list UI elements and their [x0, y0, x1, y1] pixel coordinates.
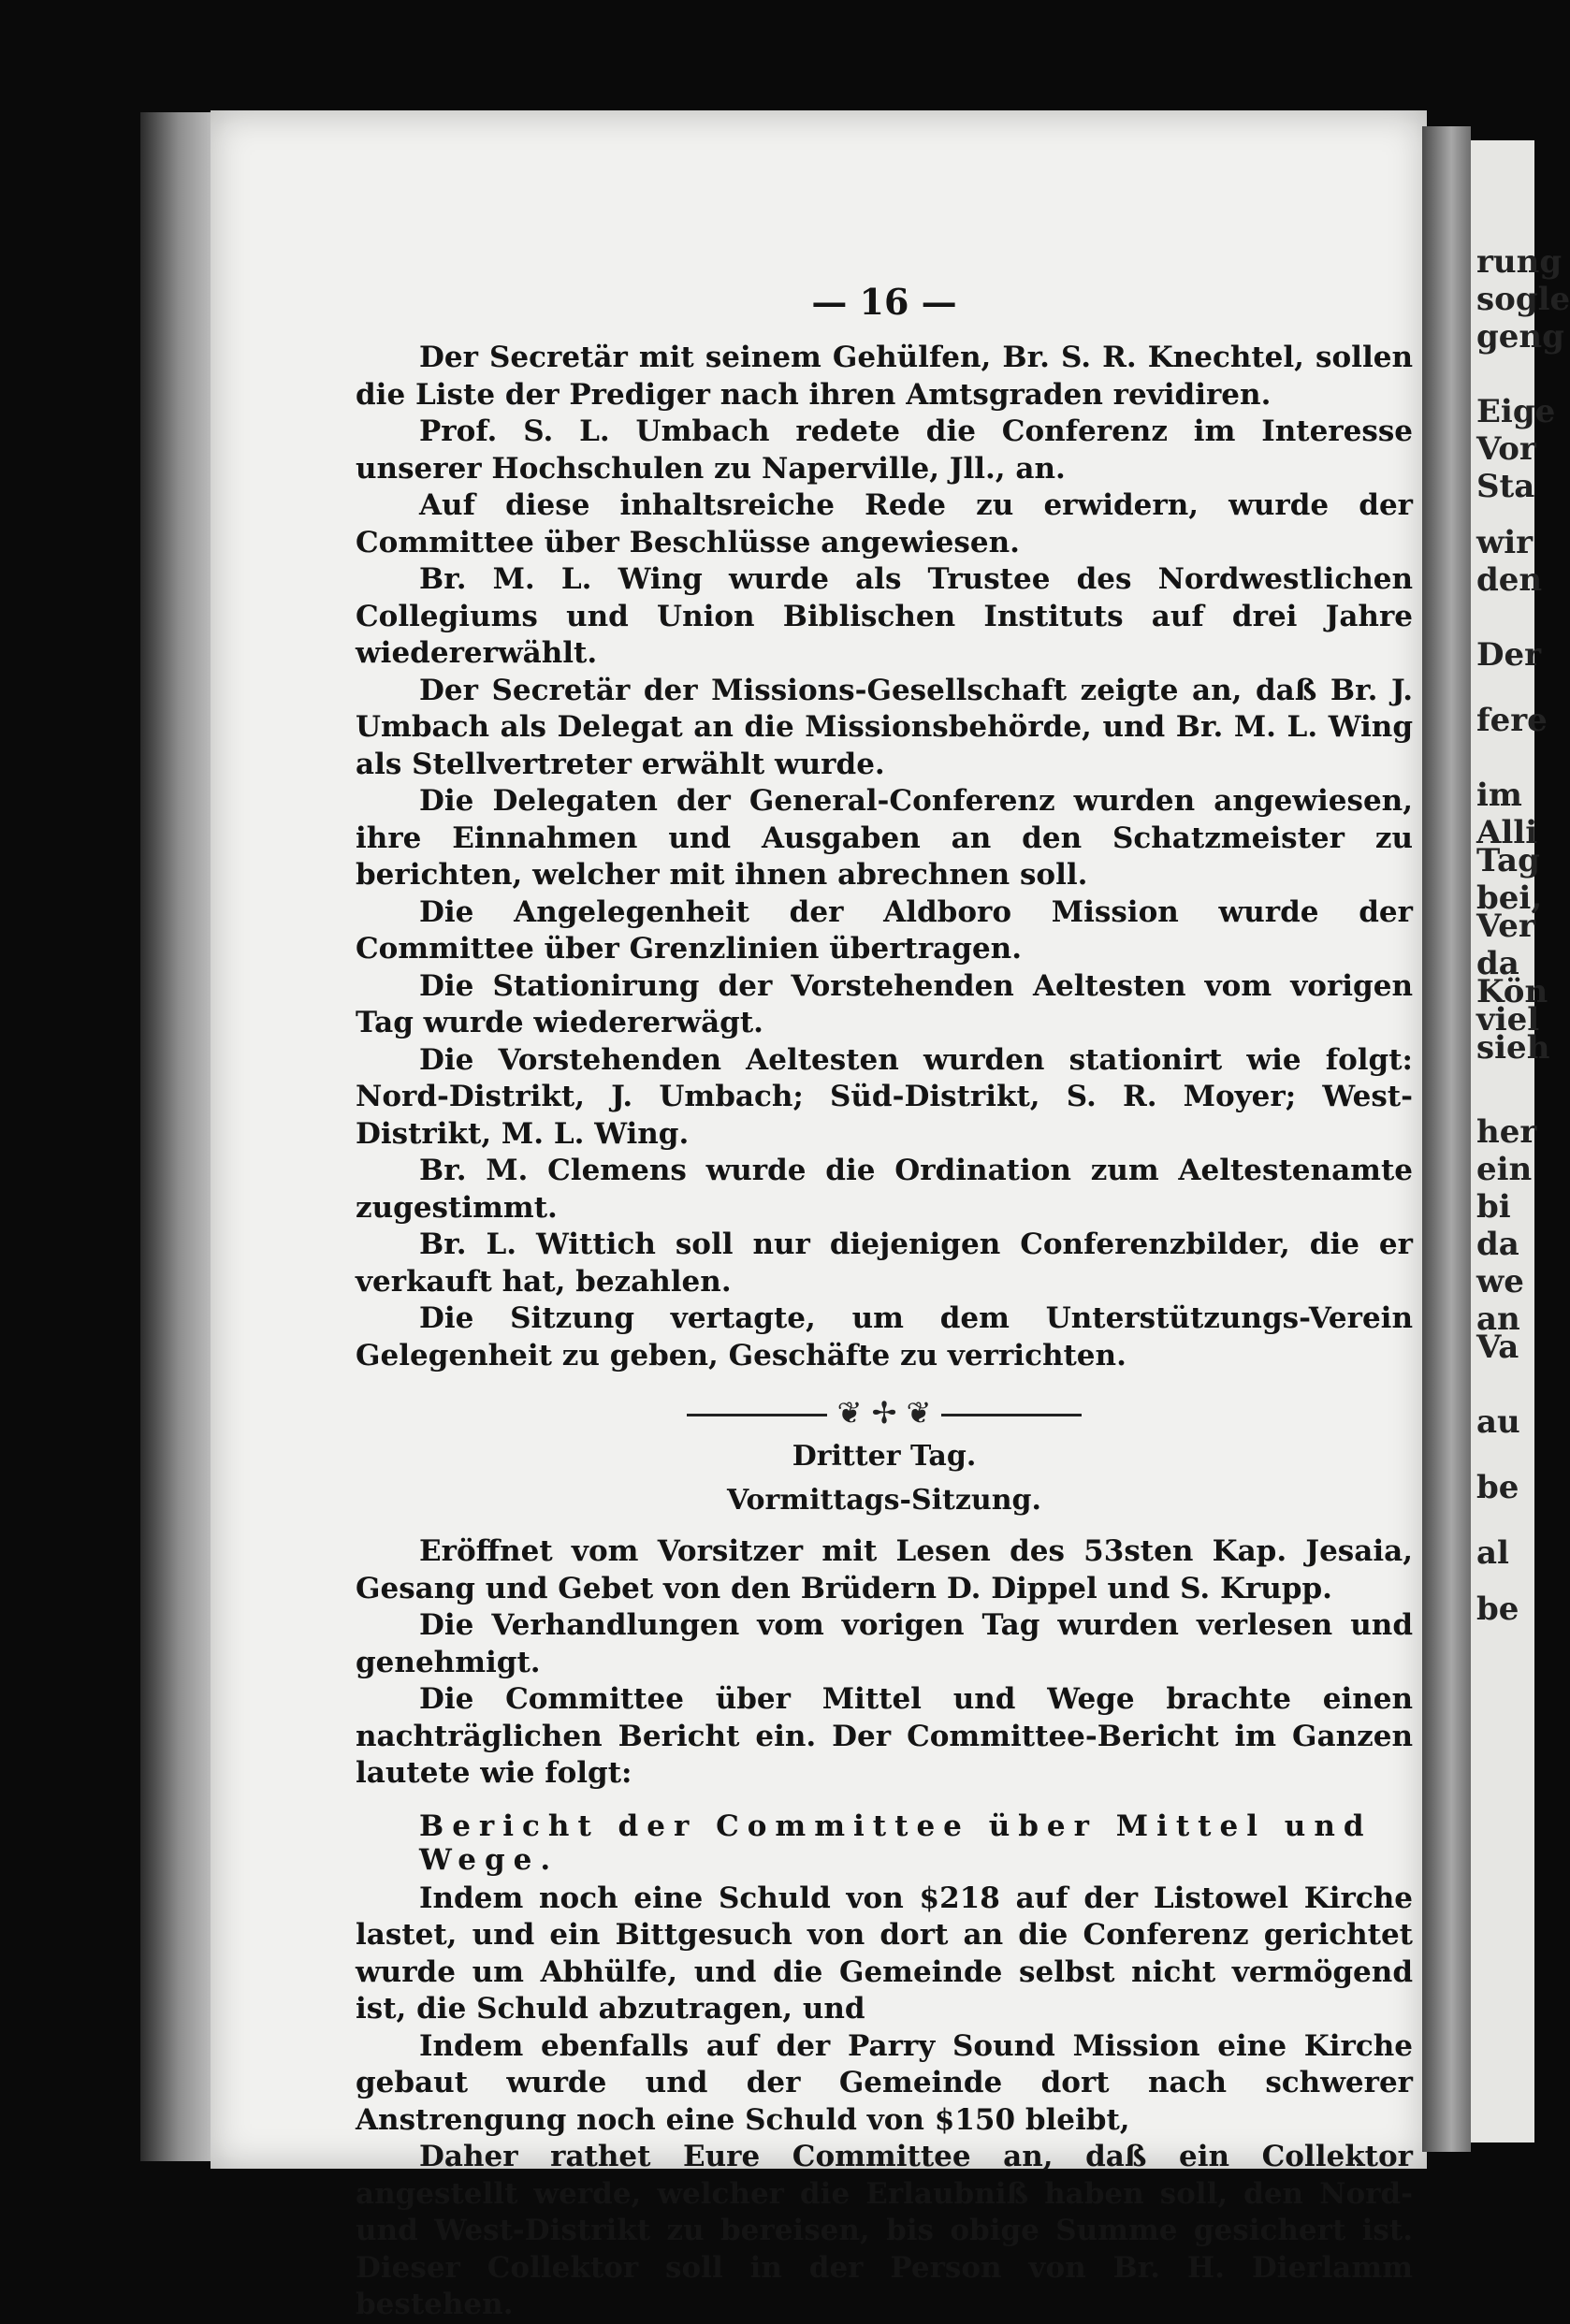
paragraph: Der Secretär mit seinem Gehülfen, Br. S. R. Knechtel, sollen die Liste der Prediger nach ihren Amtsgraden revidiren. — [356, 341, 1413, 412]
paragraph: Indem noch eine Schuld von $218 auf der Listowel Kirche lastet, und ein Bittgesuch von dort an die Conferenz gerichtet wurde um Abhülfe, und die Gemeinde selbst nicht vermögend ist, die Schuld abzutragen, und — [356, 1881, 1413, 2026]
paragraph-group-2 — [356, 1533, 1413, 1793]
adjacent-text-fragment: sieh — [1476, 1029, 1550, 1067]
adjacent-text-fragment: ein — [1476, 1151, 1533, 1188]
adjacent-text-fragment: Tag — [1476, 842, 1540, 879]
paragraph: Die Sitzung vertagte, um dem Unterstützungs-Verein Gelegenheit zu geben, Geschäfte zu verrichten. — [356, 1301, 1413, 1373]
paragraph: Die Vorstehenden Aeltesten wurden stationirt wie folgt: Nord-Distrikt, J. Umbach; Süd-Distrikt, S. R. Moyer; West-Distrikt, M. L. Wing. — [356, 1042, 1413, 1151]
adjacent-text-fragment: Vor — [1476, 430, 1536, 468]
paragraph: Indem ebenfalls auf der Parry Sound Mission eine Kirche gebaut wurde und der Gemeinde dort nach schwerer Anstrengung noch eine Schuld von $150 bleibt, — [356, 2028, 1413, 2137]
paragraph: Br. L. Wittich soll nur diejenigen Conferenzbilder, die er verkauft hat, bezahlen. — [356, 1227, 1413, 1299]
adjacent-text-fragment: im — [1476, 777, 1522, 814]
adjacent-text-fragment: Sta — [1476, 468, 1535, 505]
adjacent-text-fragment: Eige — [1476, 393, 1556, 430]
section-divider-ornament: ❦ ✢ ❦ — [356, 1395, 1413, 1431]
adjacent-text-fragment: Va — [1476, 1329, 1519, 1366]
page-number: — 16 — — [811, 281, 957, 323]
session-heading: Vormittags-Sitzung. — [727, 1484, 1041, 1517]
paragraph: Br. M. Clemens wurde die Ordination zum Aeltestenamte zugestimmt. — [356, 1154, 1413, 1225]
paragraph: Daher rathet Eure Committee an, daß ein Collektor angestellt werde, welcher die Erlaubniß haben soll, den Nord- und West-Distrikt zu bereisen, bis obige Summe gesichert ist. Dieser Collektor soll in der Person von Br. H. Dierlamm bestehen. — [356, 2140, 1413, 2321]
adjacent-text-fragment: Alli — [1476, 814, 1538, 851]
paragraph: Die Committee über Mittel und Wege brachte einen nachträglichen Bericht ein. Der Committee-Bericht im Ganzen lautete wie folgt: — [356, 1682, 1413, 1790]
adjacent-page-fragment — [1471, 140, 1570, 2142]
paragraph: Prof. S. L. Umbach redete die Conferenz im Interesse unserer Hochschulen zu Naperville, Jll., an. — [356, 414, 1413, 486]
paragraph: Die Verhandlungen vom vorigen Tag wurden verlesen und genehmigt. — [356, 1608, 1413, 1679]
adjacent-text-fragment: be — [1476, 1590, 1519, 1628]
paragraph: Die Delegaten der General-Conferenz wurden angewiesen, ihre Einnahmen und Ausgaben an den Schatzmeister zu berichten, welcher mit ihnen abrechnen soll. — [356, 784, 1413, 892]
adjacent-text-fragment: her — [1476, 1113, 1537, 1151]
paragraph: Die Stationirung der Vorstehenden Aeltesten vom vorigen Tag wurde wiedererwägt. — [356, 968, 1413, 1039]
paragraph: Die Angelegenheit der Aldboro Mission wurde der Committee über Grenzlinien übertragen. — [356, 894, 1413, 966]
adjacent-text-fragment: viel — [1476, 1001, 1540, 1039]
adjacent-text-fragment: Ver — [1476, 908, 1535, 945]
adjacent-text-fragment: rung — [1476, 243, 1563, 281]
adjacent-text-fragment: bi — [1476, 1188, 1511, 1226]
book-gutter-right — [1422, 126, 1471, 2152]
adjacent-text-fragment: da — [1476, 945, 1519, 982]
paragraph-group-3 — [356, 1881, 1413, 2324]
adjacent-text-fragment: Kön — [1476, 973, 1548, 1010]
adjacent-text-fragment: we — [1476, 1263, 1524, 1300]
page-content — [356, 281, 1413, 2324]
adjacent-text-fragment: da — [1476, 1226, 1519, 1263]
adjacent-text-fragment: Der — [1476, 636, 1542, 674]
adjacent-text-fragment: fere — [1476, 702, 1548, 739]
paragraph: Br. M. L. Wing wurde als Trustee des Nordwestlichen Collegiums und Union Biblischen Instituts auf drei Jahre wiedererwählt. — [356, 562, 1413, 670]
adjacent-text-fragment: au — [1476, 1403, 1520, 1441]
report-title: Bericht der Committee über Mittel und Wege. — [419, 1808, 1373, 1877]
adjacent-text-fragment: sogle — [1476, 281, 1570, 318]
adjacent-text-fragment: wir — [1476, 524, 1534, 561]
adjacent-text-fragment: den — [1476, 561, 1543, 599]
adjacent-text-fragment: al — [1476, 1534, 1509, 1572]
paragraph: Auf diese inhaltsreiche Rede zu erwidern, wurde der Committee über Beschlüsse angewiesen. — [356, 488, 1413, 559]
adjacent-text-fragment: bei, — [1476, 879, 1543, 917]
day-heading: Dritter Tag. — [792, 1440, 977, 1473]
paragraph: Der Secretär der Missions-Gesellschaft zeigte an, daß Br. J. Umbach als Delegat an die Missionsbehörde, und Br. M. L. Wing als Stellvertreter erwählt wurde. — [356, 673, 1413, 781]
paragraph-group-1 — [356, 340, 1413, 1374]
adjacent-text-fragment: an — [1476, 1300, 1520, 1338]
paragraph: Eröffnet vom Vorsitzer mit Lesen des 53sten Kap. Jesaia, Gesang und Gebet von den Brüdern D. Dippel und S. Krupp. — [356, 1534, 1413, 1605]
adjacent-text-fragment: geng — [1476, 318, 1564, 356]
adjacent-text-fragment: be — [1476, 1469, 1519, 1506]
